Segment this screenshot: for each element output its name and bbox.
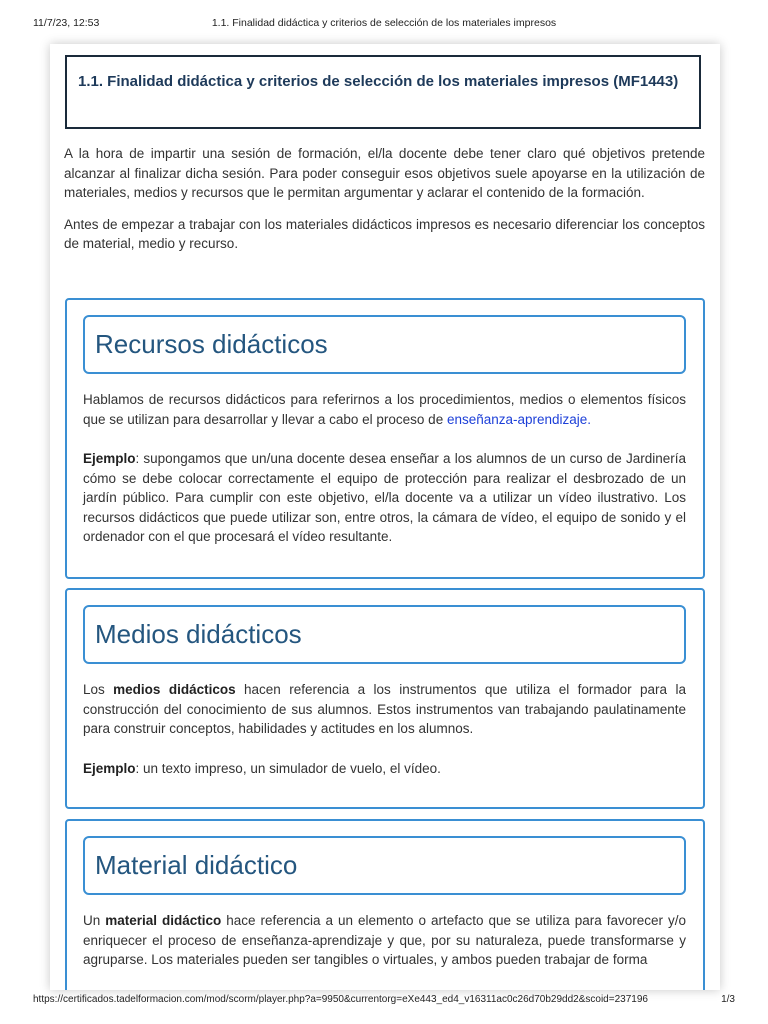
card-material — [65, 819, 705, 990]
medios-paragraph: Los medios didácticos hacen referencia a los instrumentos que utiliza el formador para la construcción del conocimiento de sus alumnos. Estos instrumentos van trabajando paulatinamente para construir conceptos, habilidades y actitudes en los alumnos. — [83, 682, 686, 736]
print-header — [0, 17, 768, 31]
card-recursos-title: Recursos didácticos — [95, 329, 328, 359]
document-page — [50, 44, 720, 990]
card-medios-header — [83, 605, 686, 664]
intro-paragraph-1: A la hora de impartir una sesión de formación, el/la docente debe tener claro qué objetivos pretende alcanzar al finalizar dicha sesión. Para poder conseguir esos objetivos suele apoyarse en la utilización de materiales, medios y recursos que le permitan argumentar y aclarar el contenido de la formación. — [64, 146, 705, 200]
intro-section — [64, 144, 705, 266]
card-medios-title: Medios didácticos — [95, 619, 302, 649]
intro-paragraph-2: Antes de empezar a trabajar con los materiales didácticos impresos es necesario diferenciar los conceptos de material, medio y recurso. — [64, 216, 705, 251]
card-recursos-header — [83, 315, 686, 374]
page-number: 1/3 — [721, 994, 735, 1005]
medios-example: Ejemplo: un texto impreso, un simulador de vuelo, el vídeo. — [83, 760, 441, 776]
print-date: 11/7/23, 12:53 — [33, 17, 100, 29]
print-url: https://certificados.tadelformacion.com/mod/scorm/player.php?a=9950&currentorg=eXe443_ed4_v16311ac0c26d70b29dd2&scoid=237196 — [33, 994, 648, 1005]
card-material-header — [83, 836, 686, 895]
print-footer — [0, 994, 768, 1008]
material-paragraph: Un material didáctico hace referencia a un elemento o artefacto que se utiliza para favorecer y/o enriquecer el proceso de enseñanza-aprendizaje y que, por su naturaleza, puede transformarse y agruparse. Los materiales pueden ser tangibles o virtuales, y ambos pueden trabajar de forma — [83, 913, 687, 967]
card-recursos-body — [83, 374, 686, 547]
ensenanza-aprendizaje-link[interactable]: enseñanza-aprendizaje. — [446, 411, 592, 427]
recursos-example: Ejemplo: supongamos que un/una docente desea enseñar a los alumnos de un curso de Jardinería cómo se debe colocar correctamente el equipo de protección para realizar el desbrozado de un jardín público. Para cumplir con este objetivo, el/la docente va a utilizar un vídeo ilustrativo. Los recursos didácticos que puede utilizar son, entre otros, la cámara de vídeo, el equipo de sonido y el ordenador con el que procesará el vídeo resultante. — [83, 451, 686, 544]
print-doc-title: 1.1. Finalidad didáctica y criterios de selección de los materiales impresos — [211, 17, 557, 29]
page-title: 1.1. Finalidad didáctica y criterios de selección de los materiales impresos (MF1443) — [78, 73, 679, 90]
example-label: Ejemplo — [83, 760, 136, 776]
card-material-title: Material didáctico — [95, 850, 298, 880]
page-title-box — [65, 55, 701, 129]
card-recursos — [65, 298, 705, 579]
card-medios-body — [83, 664, 686, 778]
card-material-body — [83, 895, 686, 970]
example-label: Ejemplo — [83, 451, 136, 466]
card-medios — [65, 588, 705, 809]
recursos-paragraph: Hablamos de recursos didácticos para referirnos a los procedimientos, medios o elementos físicos que se utilizan para desarrollar y llevar a cabo el proceso de enseñanza-aprendizaje. — [83, 392, 686, 427]
